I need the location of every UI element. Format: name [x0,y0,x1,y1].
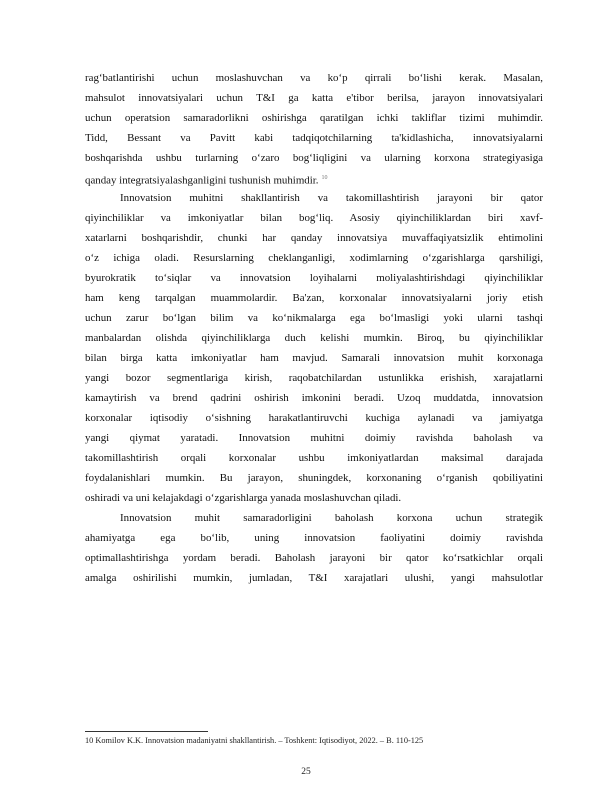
line-text: bilan birga katta imkoniyatlar ham mavjud. Samarali innovatsion muhit korxonaga [85,352,543,364]
text-line [85,108,543,128]
text-line [85,128,543,148]
footnote-reference: 10 [321,175,328,181]
line-text: kamaytirish va brend qadrini oshirish imkonini beradi. Uzoq muddatda, innovatsion [85,392,543,404]
footnote: 10 Komilov K.K. Innovatsion madaniyatni shakllantirish. – Toshkent: Iqtisodiyot, 2022. – B. 110-125 [85,736,424,745]
text-line [85,488,543,508]
line-text: o‘z ichiga oladi. Resurslarning cheklanganligi, xodimlarning o‘zgarishlarga qarshiligi, [85,252,543,264]
line-text: qiyinchiliklar va imkoniyatlar bilan bog‘liq. Asosiy qiyinchiliklardan biri xavf- [85,212,543,224]
text-line [85,408,543,428]
line-text: uchun zarur bo‘lgan bilim va ko‘nikmalarga ega bo‘lmasligi yoki ularni tashqi [85,312,543,324]
text-line [85,188,543,208]
text-line [85,68,543,88]
text-line [85,148,543,168]
line-text: Innovatsion muhit samaradorligini baholash korxona uchun strategik [120,512,543,524]
text-line [85,348,543,368]
text-line [85,288,543,308]
text-line [85,528,543,548]
text-line [85,568,543,588]
body-text [85,68,543,588]
text-line [85,88,543,108]
line-text: korxonalar iqtisodiy o‘sishning harakatlantiruvchi kuchiga aylanadi va jamiyatga [85,412,543,424]
line-text: optimallashtirishga yordam beradi. Baholash jarayoni bir qator ko‘rsatkichlar orqali [85,552,543,564]
paragraph [85,188,543,508]
text-line [85,548,543,568]
text-line [85,468,543,488]
text-line [85,508,543,528]
text-line [85,428,543,448]
line-text: rag‘batlantirishi uchun moslashuvchan va ko‘p qirrali bo‘lishi kerak. Masalan, [85,72,543,84]
line-text: yangi bozor segmentlariga kirish, raqobatchilardan ustunlikka erishish, xarajatlarni [85,372,543,384]
text-line [85,248,543,268]
text-line [85,228,543,248]
text-line [85,208,543,228]
footnote-separator [85,731,208,732]
page-number: 25 [301,767,311,777]
line-text: boshqarishda ushbu turlarning o‘zaro bog‘liqligini va ularning korxona strategiyasiga [85,152,543,164]
line-text: byurokratik to‘siqlar va innovatsion loyihalarni moliyalashtirishdagi qiyinchiliklar [85,272,543,284]
paragraph [85,68,543,188]
text-line [85,388,543,408]
line-text: amalga oshirilishi mumkin, jumladan, T&I xarajatlari ulushi, yangi mahsulotlar [85,572,543,584]
line-text: takomillashtirish orqali korxonalar ushbu imkoniyatlardan maksimal darajada [85,452,543,464]
line-text: yangi qiymat yaratadi. Innovatsion muhitni doimiy ravishda baholash va [85,432,543,444]
line-text: mahsulot innovatsiyalari uchun T&I ga katta e'tibor berilsa, jarayon innovatsiyalari [85,92,543,104]
line-text: Tidd, Bessant va Pavitt kabi tadqiqotchilarning ta'kidlashicha, innovatsiyalarni [85,132,543,144]
line-text: oshiradi va uni kelajakdagi o‘zgarishlarga yanada moslashuvchan qiladi. [85,492,402,504]
line-text: manbalardan olishda qiyinchiliklarga duch kelishi mumkin. Biroq, bu qiyinchiliklar [85,332,543,344]
line-text: ahamiyatga ega bo‘lib, uning innovatsion faoliyatini doimiy ravishda [85,532,543,544]
line-text: uchun operatsion samaradorlikni oshirishga qaratilgan ichki takliflar tizimi muhimdir. [85,112,543,124]
text-line [85,448,543,468]
text-line [85,168,543,188]
line-text: qanday integratsiyalashganligini tushunish muhimdir. [85,174,319,187]
line-text: foydalanishlari mumkin. Bu jarayon, shuningdek, korxonaning o‘rganish qobiliyatini [85,472,543,484]
line-text: ham keng tarqalgan muammolardir. Ba'zan, korxonalar innovatsiyalarni joriy etish [85,292,543,304]
text-line [85,268,543,288]
line-text: Innovatsion muhitni shakllantirish va takomillashtirish jarayoni bir qator [120,192,543,204]
text-line [85,368,543,388]
text-line [85,328,543,348]
text-line [85,308,543,328]
paragraph [85,508,543,588]
line-text: xatarlarni boshqarishdir, chunki har qanday innovatsiya muvaffaqiyatsizlik ehtimolini [85,232,543,244]
